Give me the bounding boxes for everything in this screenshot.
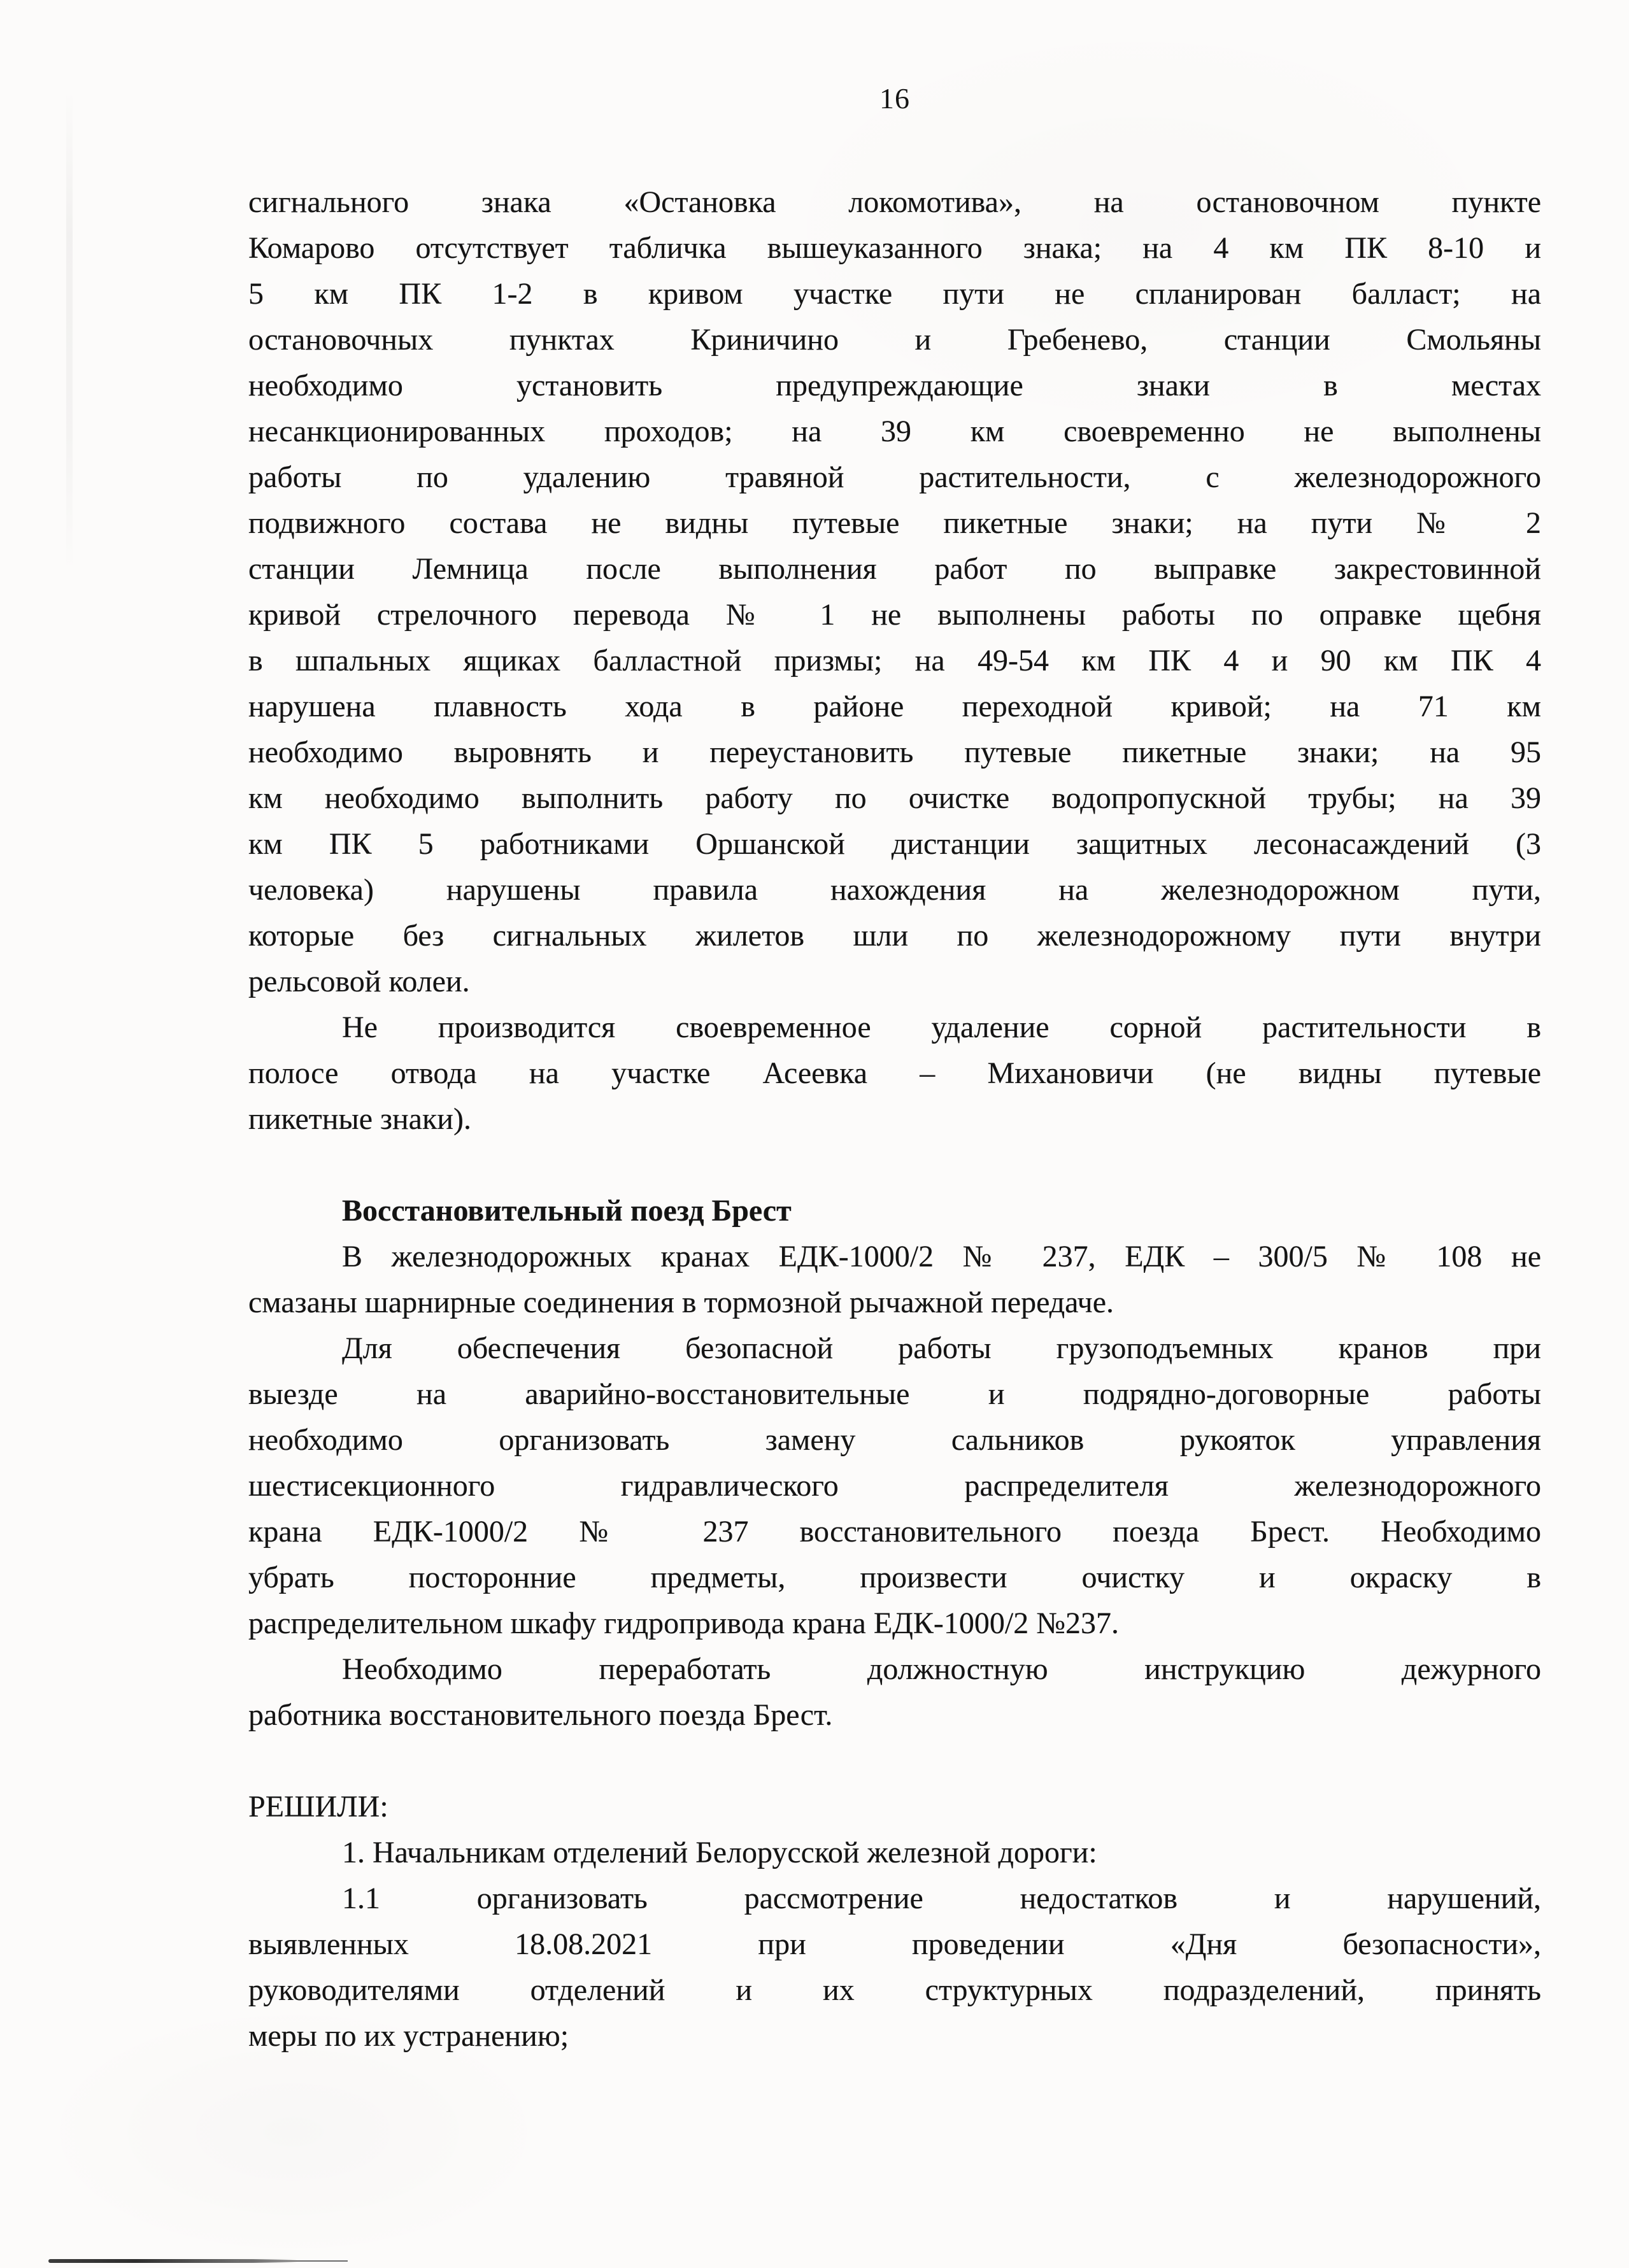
- text-line: Необходимо переработать должностную инструкцию дежурного: [342, 1652, 1541, 1686]
- text-line: 1.1 организовать рассмотрение недостатков и нарушений,: [342, 1882, 1541, 1915]
- text-line: пикетные знаки).: [248, 1102, 471, 1136]
- text-line: полосе отвода на участке Асеевка – Михановичи (не видны путевые: [248, 1056, 1541, 1090]
- text-line: руководителями отделений и их структурных подразделений, принять: [248, 1973, 1541, 2007]
- text-line: выявленных 18.08.2021 при проведении «Дня безопасности»,: [248, 1927, 1541, 1961]
- text-line: остановочных пунктах Криничино и Гребенево, станции Смольяны: [248, 323, 1541, 357]
- scan-smudge-artifact: [48, 2259, 298, 2263]
- text-line: подвижного состава не видны путевые пикетные знаки; на пути № 2: [248, 506, 1541, 540]
- text-line: РЕШИЛИ:: [248, 1790, 388, 1824]
- text-line: рельсовой колеи.: [248, 965, 470, 998]
- text-line: в шпальных ящиках балластной призмы; на 49-54 км ПК 4 и 90 км ПК 4: [248, 644, 1541, 677]
- text-line: км ПК 5 работниками Оршанской дистанции защитных лесонасаждений (3: [248, 827, 1541, 861]
- text-line: человека) нарушены правила нахождения на железнодорожном пути,: [248, 873, 1541, 907]
- text-line: В железнодорожных кранах ЕДК-1000/2 № 237, ЕДК – 300/5 № 108 не: [342, 1240, 1541, 1273]
- text-line: 1. Начальникам отделений Белорусской железной дороги:: [342, 1836, 1097, 1869]
- text-line: нарушена плавность хода в районе переходной кривой; на 71 км: [248, 690, 1541, 723]
- text-line: работы по удалению травяной растительности, с железнодорожного: [248, 460, 1541, 494]
- text-line: необходимо организовать замену сальников рукояток управления: [248, 1423, 1541, 1457]
- text-line: необходимо установить предупреждающие знаки в местах: [248, 369, 1541, 402]
- text-line: которые без сигнальных жилетов шли по железнодорожному пути внутри: [248, 919, 1541, 953]
- text-line: 5 км ПК 1-2 в кривом участке пути не спланирован балласт; на: [248, 277, 1541, 311]
- text-line: распределительном шкафу гидропривода крана ЕДК-1000/2 №237.: [248, 1606, 1120, 1640]
- text-line: меры по их устранению;: [248, 2019, 569, 2053]
- text-line: смазаны шарнирные соединения в тормозной рычажной передаче.: [248, 1286, 1114, 1319]
- text-line: Не производится своевременное удаление сорной растительности в: [342, 1010, 1541, 1044]
- text-line: работника восстановительного поезда Брест.: [248, 1698, 833, 1732]
- text-line: выезде на аварийно-восстановительные и подрядно-договорные работы: [248, 1377, 1541, 1411]
- text-line: сигнального знака «Остановка локомотива», на остановочном пункте: [248, 185, 1541, 219]
- blank-line: [248, 1738, 1541, 1784]
- text-line: убрать посторонние предметы, произвести очистку и окраску в: [248, 1561, 1541, 1594]
- text-line: кривой стрелочного перевода № 1 не выполнены работы по оправке щебня: [248, 598, 1541, 632]
- scan-streak-artifact: [66, 89, 73, 573]
- text-line: Для обеспечения безопасной работы грузоподъемных кранов при: [342, 1331, 1541, 1365]
- text-line: несанкционированных проходов; на 39 км своевременно не выполнены: [248, 415, 1541, 448]
- text-line: Комарово отсутствует табличка вышеуказанного знака; на 4 км ПК 8-10 и: [248, 231, 1541, 265]
- text-line: км необходимо выполнить работу по очистке водопропускной трубы; на 39: [248, 781, 1541, 815]
- page-number: 16: [879, 82, 910, 115]
- text-line: станции Лемница после выполнения работ по выправке закрестовинной: [248, 552, 1541, 586]
- text-line: крана ЕДК-1000/2 № 237 восстановительного поезда Брест. Необходимо: [248, 1515, 1541, 1549]
- document-body: [248, 180, 1541, 2059]
- text-line: необходимо выровнять и переустановить путевые пикетные знаки; на 95: [248, 735, 1541, 769]
- section-heading: Восстановительный поезд Брест: [342, 1194, 792, 1228]
- blank-line: [248, 1142, 1541, 1188]
- text-line: шестисекционного гидравлического распределителя железнодорожного: [248, 1469, 1541, 1503]
